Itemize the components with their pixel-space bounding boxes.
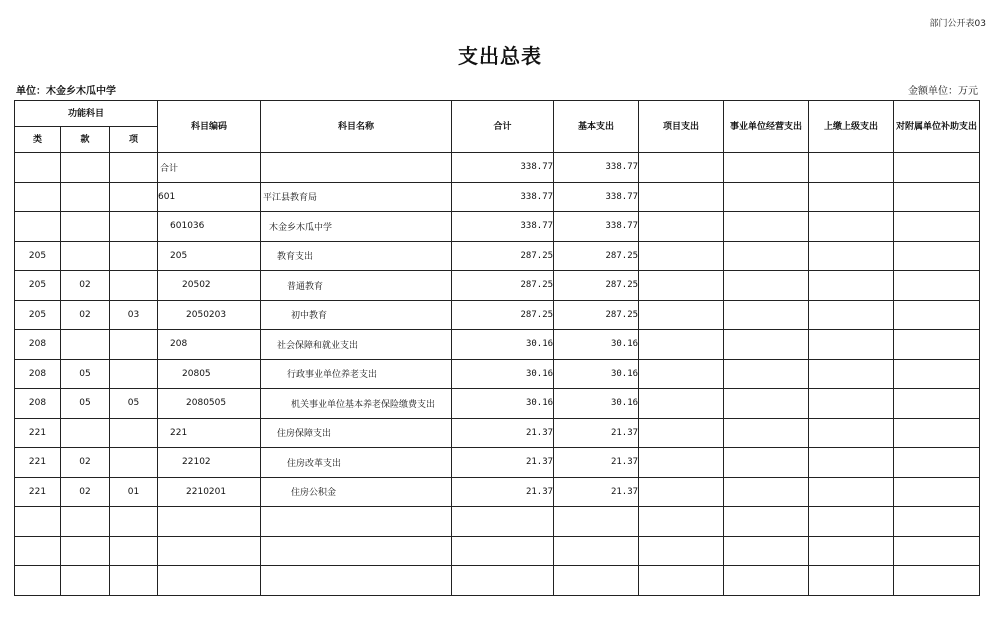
cell-basic: 30.16 (554, 359, 639, 389)
cell-subject-code: 2050203 (158, 300, 261, 330)
cell-total: 30.16 (452, 330, 554, 360)
cell-upper (809, 212, 894, 242)
cell-lei: 221 (15, 418, 61, 448)
cell-project (639, 389, 724, 419)
cell-kuan: 02 (61, 477, 110, 507)
cell-lei (15, 566, 61, 596)
cell-total: 338.77 (452, 182, 554, 212)
cell-basic: 287.25 (554, 300, 639, 330)
cell-basic: 287.25 (554, 241, 639, 271)
cell-subsidiary (894, 448, 980, 478)
table-row (15, 507, 980, 537)
cell-subsidiary (894, 212, 980, 242)
cell-business (724, 418, 809, 448)
cell-business (724, 507, 809, 537)
cell-project (639, 212, 724, 242)
cell-upper (809, 271, 894, 301)
cell-basic: 21.37 (554, 448, 639, 478)
header-project-expenditure: 项目支出 (639, 101, 724, 153)
cell-subject-code: 20805 (158, 359, 261, 389)
cell-lei: 208 (15, 359, 61, 389)
cell-business (724, 212, 809, 242)
cell-subject-name (261, 507, 452, 537)
cell-business (724, 389, 809, 419)
cell-basic: 338.77 (554, 212, 639, 242)
cell-kuan (61, 182, 110, 212)
cell-total: 21.37 (452, 477, 554, 507)
cell-subject-code: 2210201 (158, 477, 261, 507)
cell-xiang (110, 536, 158, 566)
header-kuan: 款 (61, 127, 110, 153)
cell-kuan (61, 418, 110, 448)
cell-xiang (110, 241, 158, 271)
cell-basic: 287.25 (554, 271, 639, 301)
cell-kuan: 02 (61, 300, 110, 330)
cell-lei: 221 (15, 448, 61, 478)
cell-subject-name: 普通教育 (261, 271, 452, 301)
cell-project (639, 271, 724, 301)
cell-kuan: 02 (61, 271, 110, 301)
cell-upper (809, 153, 894, 183)
header-function-group: 功能科目 (15, 101, 158, 127)
cell-business (724, 448, 809, 478)
table-row (15, 300, 980, 330)
table-row (15, 477, 980, 507)
cell-subject-name (261, 536, 452, 566)
cell-subsidiary (894, 507, 980, 537)
cell-lei: 205 (15, 271, 61, 301)
cell-lei (15, 212, 61, 242)
cell-total: 287.25 (452, 241, 554, 271)
header-subsidiary-subsidy: 对附属单位补助支出 (894, 101, 980, 153)
cell-lei: 205 (15, 241, 61, 271)
cell-subject-name: 机关事业单位基本养老保险缴费支出 (261, 389, 452, 419)
cell-upper (809, 300, 894, 330)
header-subject-name: 科目名称 (261, 101, 452, 153)
cell-subsidiary (894, 566, 980, 596)
cell-basic: 338.77 (554, 182, 639, 212)
cell-subsidiary (894, 300, 980, 330)
cell-upper (809, 448, 894, 478)
cell-total (452, 536, 554, 566)
cell-business (724, 241, 809, 271)
cell-kuan (61, 241, 110, 271)
cell-subject-name: 住房保障支出 (261, 418, 452, 448)
cell-project (639, 566, 724, 596)
cell-business (724, 477, 809, 507)
table-row (15, 448, 980, 478)
cell-kuan: 05 (61, 389, 110, 419)
cell-kuan (61, 566, 110, 596)
cell-kuan (61, 212, 110, 242)
amount-unit-label: 金额单位：万元 (908, 86, 978, 97)
header-lei: 类 (15, 127, 61, 153)
cell-xiang (110, 271, 158, 301)
table-row (15, 241, 980, 271)
cell-upper (809, 507, 894, 537)
cell-basic (554, 566, 639, 596)
cell-xiang (110, 153, 158, 183)
cell-total: 21.37 (452, 448, 554, 478)
cell-xiang (110, 359, 158, 389)
cell-subject-name: 平江县教育局 (261, 182, 452, 212)
cell-subject-code: 22102 (158, 448, 261, 478)
cell-xiang (110, 448, 158, 478)
cell-total: 30.16 (452, 359, 554, 389)
cell-subject-name: 住房公积金 (261, 477, 452, 507)
cell-kuan: 05 (61, 359, 110, 389)
header-business-expenditure: 事业单位经营支出 (724, 101, 809, 153)
cell-subject-name: 行政事业单位养老支出 (261, 359, 452, 389)
cell-lei (15, 182, 61, 212)
cell-total: 21.37 (452, 418, 554, 448)
cell-upper (809, 330, 894, 360)
cell-subject-code: 221 (158, 418, 261, 448)
cell-basic: 30.16 (554, 389, 639, 419)
table-row (15, 182, 980, 212)
cell-xiang (110, 182, 158, 212)
cell-project (639, 477, 724, 507)
cell-business (724, 153, 809, 183)
cell-xiang: 01 (110, 477, 158, 507)
cell-business (724, 566, 809, 596)
cell-subject-code: 20502 (158, 271, 261, 301)
cell-xiang (110, 566, 158, 596)
cell-subsidiary (894, 271, 980, 301)
header-total: 合计 (452, 101, 554, 153)
cell-upper (809, 389, 894, 419)
cell-project (639, 448, 724, 478)
cell-subsidiary (894, 330, 980, 360)
cell-upper (809, 536, 894, 566)
cell-kuan (61, 507, 110, 537)
table-row (15, 536, 980, 566)
cell-upper (809, 241, 894, 271)
cell-xiang: 03 (110, 300, 158, 330)
form-code: 部门公开表03 (929, 19, 986, 29)
cell-project (639, 418, 724, 448)
cell-business (724, 359, 809, 389)
cell-project (639, 359, 724, 389)
cell-lei (15, 507, 61, 537)
cell-business (724, 182, 809, 212)
cell-total (452, 507, 554, 537)
cell-upper (809, 477, 894, 507)
cell-basic: 21.37 (554, 477, 639, 507)
cell-xiang (110, 418, 158, 448)
cell-subsidiary (894, 389, 980, 419)
cell-total: 287.25 (452, 271, 554, 301)
cell-subject-code: 2080505 (158, 389, 261, 419)
cell-xiang: 05 (110, 389, 158, 419)
cell-basic: 30.16 (554, 330, 639, 360)
cell-subject-name: 教育支出 (261, 241, 452, 271)
cell-subsidiary (894, 359, 980, 389)
cell-lei: 208 (15, 330, 61, 360)
table-row (15, 359, 980, 389)
cell-subject-name (261, 566, 452, 596)
header-xiang: 项 (110, 127, 158, 153)
cell-subsidiary (894, 241, 980, 271)
unit-label: 单位：木金乡木瓜中学 (16, 86, 116, 97)
cell-xiang (110, 212, 158, 242)
header-upper-payment: 上缴上级支出 (809, 101, 894, 153)
cell-total: 338.77 (452, 212, 554, 242)
cell-lei: 205 (15, 300, 61, 330)
cell-project (639, 330, 724, 360)
cell-subject-code (158, 507, 261, 537)
cell-basic: 338.77 (554, 153, 639, 183)
cell-project (639, 241, 724, 271)
cell-subject-code: 601036 (158, 212, 261, 242)
cell-subject-name: 初中教育 (261, 300, 452, 330)
cell-subject-code: 601 (158, 182, 261, 212)
cell-basic (554, 536, 639, 566)
cell-subsidiary (894, 418, 980, 448)
cell-upper (809, 566, 894, 596)
cell-kuan: 02 (61, 448, 110, 478)
cell-project (639, 300, 724, 330)
cell-basic: 21.37 (554, 418, 639, 448)
cell-subject-code: 205 (158, 241, 261, 271)
cell-project (639, 536, 724, 566)
cell-project (639, 153, 724, 183)
cell-subject-code (158, 566, 261, 596)
cell-business (724, 536, 809, 566)
cell-subject-name: 住房改革支出 (261, 448, 452, 478)
table-row (15, 212, 980, 242)
table-row (15, 389, 980, 419)
cell-upper (809, 418, 894, 448)
cell-subsidiary (894, 153, 980, 183)
cell-upper (809, 359, 894, 389)
cell-project (639, 507, 724, 537)
cell-project (639, 182, 724, 212)
cell-total: 338.77 (452, 153, 554, 183)
cell-total: 287.25 (452, 300, 554, 330)
cell-xiang (110, 330, 158, 360)
cell-business (724, 300, 809, 330)
expenditure-table (14, 100, 980, 596)
cell-lei (15, 536, 61, 566)
header-basic-expenditure: 基本支出 (554, 101, 639, 153)
table-row (15, 566, 980, 596)
cell-business (724, 271, 809, 301)
cell-subject-code: 合计 (158, 153, 261, 183)
cell-lei: 208 (15, 389, 61, 419)
cell-upper (809, 182, 894, 212)
cell-business (724, 330, 809, 360)
cell-kuan (61, 153, 110, 183)
cell-kuan (61, 330, 110, 360)
cell-subsidiary (894, 477, 980, 507)
cell-xiang (110, 507, 158, 537)
cell-lei (15, 153, 61, 183)
cell-subsidiary (894, 536, 980, 566)
cell-kuan (61, 536, 110, 566)
cell-subject-code (158, 536, 261, 566)
cell-basic (554, 507, 639, 537)
header-subject-code: 科目编码 (158, 101, 261, 153)
table-row (15, 418, 980, 448)
page-title: 支出总表 (458, 44, 542, 68)
table-row (15, 330, 980, 360)
cell-subject-code: 208 (158, 330, 261, 360)
cell-subject-name: 社会保障和就业支出 (261, 330, 452, 360)
cell-subsidiary (894, 182, 980, 212)
table-row (15, 153, 980, 183)
cell-total: 30.16 (452, 389, 554, 419)
cell-subject-name: 木金乡木瓜中学 (261, 212, 452, 242)
table-row (15, 271, 980, 301)
cell-lei: 221 (15, 477, 61, 507)
cell-subject-name (261, 153, 452, 183)
cell-total (452, 566, 554, 596)
